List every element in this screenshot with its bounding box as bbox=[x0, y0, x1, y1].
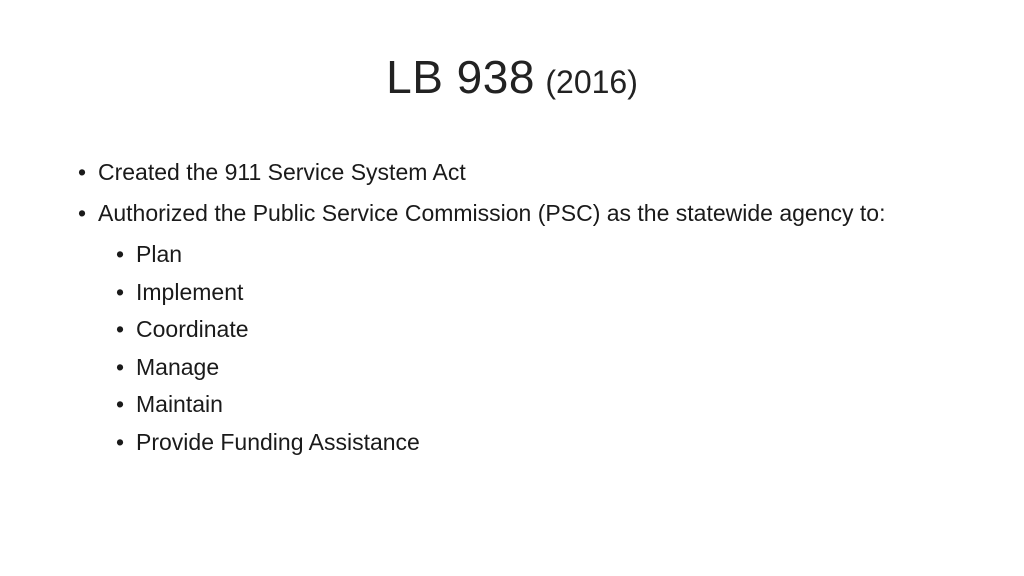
sub-bullet-item bbox=[76, 351, 976, 383]
bullet-dot-icon: • bbox=[116, 278, 125, 305]
bullet-dot-icon: • bbox=[116, 353, 125, 380]
bullet-text: Created the 911 Service System Act bbox=[98, 159, 466, 185]
sub-bullet-item bbox=[76, 388, 976, 420]
bullet-dot-icon: • bbox=[116, 241, 125, 267]
sub-bullet-text: Implement bbox=[136, 278, 244, 305]
bullet-item bbox=[76, 156, 976, 188]
sub-bullet-text: Maintain bbox=[136, 391, 223, 417]
title-main: LB 938 bbox=[386, 51, 535, 103]
bullet-dot-icon: • bbox=[116, 316, 125, 342]
bullet-dot-icon: • bbox=[116, 391, 125, 417]
sub-bullet-item bbox=[76, 276, 976, 308]
slide-title bbox=[0, 51, 1024, 103]
bullet-dot-icon: • bbox=[78, 200, 87, 226]
bullet-text: Authorized the Public Service Commission (PSC) as the statewide agency to: bbox=[98, 200, 886, 226]
bullet-dot-icon: • bbox=[78, 159, 87, 185]
sub-bullet-text: Coordinate bbox=[136, 316, 249, 342]
bullet-item bbox=[76, 197, 976, 229]
sub-bullet-item bbox=[76, 426, 976, 458]
title-year: (2016) bbox=[545, 64, 638, 100]
bullet-list bbox=[76, 156, 976, 463]
sub-bullet-text: Manage bbox=[136, 353, 220, 380]
bullet-dot-icon: • bbox=[116, 428, 125, 455]
sub-bullet-text: Provide Funding Assistance bbox=[136, 428, 420, 455]
sub-bullet-text: Plan bbox=[136, 241, 183, 267]
sub-bullet-item bbox=[76, 313, 976, 345]
sub-bullet-item bbox=[76, 238, 976, 270]
